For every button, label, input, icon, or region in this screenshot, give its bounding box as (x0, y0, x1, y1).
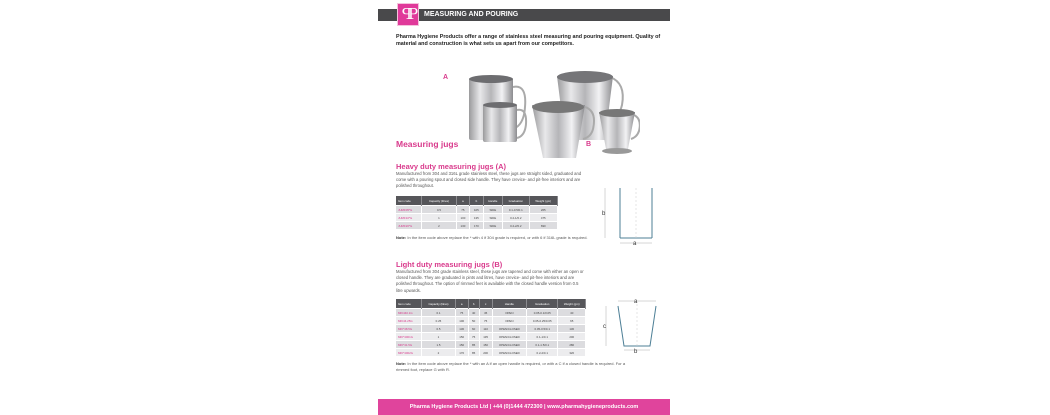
dimension-label-b: b (634, 349, 638, 355)
column-header: Handle (492, 299, 526, 309)
table-cell: SIDE (483, 206, 502, 214)
table-cell: 0.2-2/0.1 (527, 349, 558, 357)
table-cell: 0.5 (422, 206, 456, 214)
table-cell: SIDE (483, 222, 502, 230)
table-cell: 265 (529, 206, 557, 214)
column-header: a (456, 196, 469, 206)
item-code: MKI440.1G (396, 309, 422, 317)
light-duty-table (396, 299, 586, 356)
table-row (396, 214, 558, 222)
table-row (396, 341, 586, 349)
heavy-jug-small (483, 102, 526, 142)
table-cell: 0.1-0.5/0.1 (503, 206, 529, 214)
heavy-duty-description: Manufactured from 304 and 316L grade stainless steel, these jugs are straight sided, graduated and come with a pouring spout and closed side handle. They have crevice- and pit-free interiors and are polished throughout. (396, 171, 582, 189)
table-cell: OPEN/CLOSED (492, 341, 526, 349)
photo-caption: Measuring jugs (396, 139, 459, 149)
table-cell: OPEN (492, 309, 526, 317)
table-cell: 85 (468, 341, 479, 349)
table-cell: 75 (468, 333, 479, 341)
item-code: MKI*48.5G (396, 325, 422, 333)
light-duty-description: Manufactured from 304 grade stainless steel, these jugs are tapered and come with either an open or closed handle. They are graduated in pints and litres, have crevice- and pit-free interiors and are polished throughout. The option of rimmed feet is available with the closed handle version from 0.5 litre upwards. (396, 269, 584, 293)
column-header: Item code (396, 299, 422, 309)
column-header: Weight (gm) (558, 299, 586, 309)
table-cell: 170 (470, 222, 483, 230)
light-jug-small-rimmed (599, 109, 640, 154)
column-header: Capacity (litres) (422, 299, 455, 309)
table-cell: 130 (456, 222, 469, 230)
table-cell: 75 (456, 206, 469, 214)
table-cell: 100 (456, 214, 469, 222)
table-cell: 85 (468, 349, 479, 357)
table-row (396, 309, 586, 317)
table-cell: 475 (529, 214, 557, 222)
note-label: Note: (396, 235, 407, 240)
table-row (396, 222, 558, 230)
dimension-label-a: a (634, 299, 638, 305)
table-cell: 1 (422, 333, 455, 341)
item-code: MKI*4002G (396, 349, 422, 357)
table-cell: 2 (422, 349, 455, 357)
table-cell: OPEN/CLOSED (492, 333, 526, 341)
table-cell: 200 (558, 333, 586, 341)
table-cell: 0.05-0.25/0.05 (527, 317, 558, 325)
photo-label-b: B (586, 141, 592, 148)
table-cell: 0.25 (422, 317, 455, 325)
measuring-jugs-photo (440, 62, 640, 160)
column-header: Graduation (503, 196, 529, 206)
item-code: JUMF05*G (396, 206, 422, 214)
table-cell: 40 (468, 309, 479, 317)
table-cell: 75 (455, 309, 468, 317)
heavy-duty-heading: Heavy duty measuring jugs (A) (396, 162, 507, 171)
column-header: Handle (483, 196, 502, 206)
table-cell: 75 (479, 317, 492, 325)
note-text: In the item code above replace the * with 4 if 304 grade is required, or with 6 if 316L grade is required. (407, 235, 588, 240)
column-header: b (468, 299, 479, 309)
table-cell: 1.5 (422, 341, 455, 349)
table-cell: 130 (455, 325, 468, 333)
light-duty-note (396, 361, 626, 373)
item-code: MKI*4001G (396, 333, 422, 341)
table-cell: 130 (558, 325, 586, 333)
table-row (396, 325, 586, 333)
intro-text: Pharma Hygiene Products offer a range of stainless steel measuring and pouring equipment. Quality of material and construction is what sets us apart from our competitors. (396, 34, 661, 47)
company-logo: ꟼP (397, 3, 419, 26)
table-cell: OPEN/CLOSED (492, 325, 526, 333)
item-code: JUMF20*G (396, 222, 422, 230)
table-cell: 100 (455, 317, 468, 325)
heavy-jug-diagram (600, 183, 660, 248)
table-row (396, 206, 558, 214)
table-cell: 50 (468, 317, 479, 325)
photo-label-a: A (443, 74, 449, 81)
table-cell: 60 (468, 325, 479, 333)
table-cell: 0.2-1/0.2 (503, 214, 529, 222)
footer-contact-bar: Pharma Hygiene Products Ltd | +44 (0)1444 472300 | www.pharmahygieneproducts.com (378, 399, 670, 415)
note-label: Note: (396, 361, 407, 366)
light-duty-heading: Light duty measuring jugs (B) (396, 260, 503, 269)
table-cell: 45 (479, 309, 492, 317)
header-bar (378, 9, 670, 21)
table-cell: 0.1-1/0.1 (527, 333, 558, 341)
note-text: In the item code above replace the * with an A if an open handle is required, or with a C if a closed handle is required. For a rimmed foot, replace G with R. (396, 361, 626, 372)
table-cell: 0.2-2/0.2 (503, 222, 529, 230)
heavy-duty-note (396, 235, 596, 241)
table-cell: 0.1 (422, 309, 455, 317)
column-header: Weight (gm) (529, 196, 557, 206)
table-row (396, 317, 586, 325)
dimension-label-c: c (603, 324, 606, 330)
table-cell: 110 (479, 325, 492, 333)
table-cell: 280 (558, 341, 586, 349)
dimension-label-b: b (602, 211, 606, 217)
table-cell: 0.5 (422, 325, 455, 333)
table-row (396, 333, 586, 341)
table-cell: 0.05-0.5/0.1 (527, 325, 558, 333)
dimension-label-a: a (633, 241, 637, 247)
table-cell: 1 (422, 214, 456, 222)
item-code: MKI44.25G (396, 317, 422, 325)
item-code: MKI*41.5G (396, 341, 422, 349)
light-jug-diagram (600, 296, 660, 356)
column-header: c (479, 299, 492, 309)
table-cell: 150 (455, 341, 468, 349)
table-cell: 0.1-1.5/0.1 (527, 341, 558, 349)
column-header: Graduation (527, 299, 558, 309)
table-cell: 150 (479, 341, 492, 349)
table-cell: 320 (558, 349, 586, 357)
table-cell: 40 (558, 309, 586, 317)
table-cell: OPEN (492, 317, 526, 325)
column-header: a (455, 299, 468, 309)
page-title: MEASURING AND POURING (424, 11, 519, 18)
table-cell: 105 (470, 206, 483, 214)
item-code: JUMF10*G (396, 214, 422, 222)
table-cell: 135 (479, 333, 492, 341)
table-cell: 0.05-0.1/0.05 (527, 309, 558, 317)
column-header: b (470, 196, 483, 206)
table-cell: 2 (422, 222, 456, 230)
table-cell: 200 (479, 349, 492, 357)
table-cell: 690 (529, 222, 557, 230)
column-header: Item code (396, 196, 422, 206)
table-cell: 170 (455, 349, 468, 357)
table-cell: SIDE (483, 214, 502, 222)
column-header: Capacity (litres) (422, 196, 456, 206)
table-row (396, 349, 586, 357)
table-cell: 150 (455, 333, 468, 341)
table-cell: 135 (470, 214, 483, 222)
table-cell: OPEN/CLOSED (492, 349, 526, 357)
table-cell: 65 (558, 317, 586, 325)
heavy-duty-table (396, 196, 558, 229)
